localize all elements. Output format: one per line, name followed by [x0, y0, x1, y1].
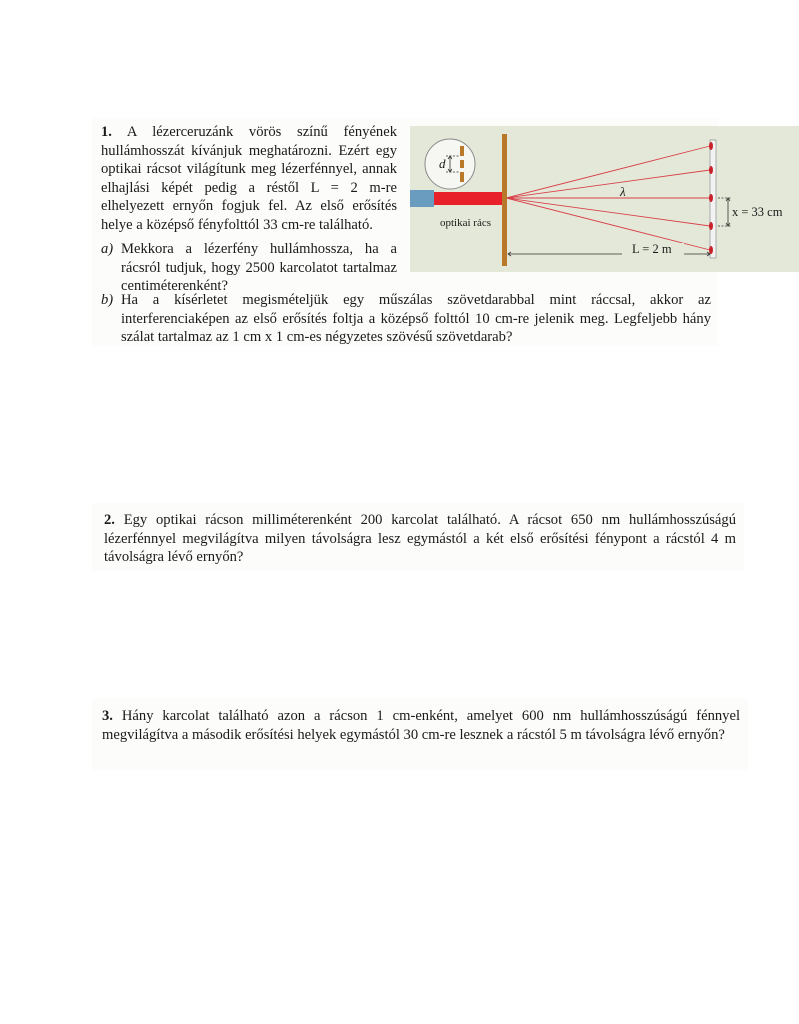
light-spot: [709, 246, 713, 254]
label-L: L = 2 m: [632, 242, 672, 256]
problem-1-intro-text: A lézerceruzánk vörös színű fényének hullámhosszát kívánjuk meghatározni. Ezért egy optikai rácsot világítunk meg lézerfénnyel, annak elhajlási képét pedig a réstől L = 2 m-re elhelyezett ernyőn fogjuk fel. Az első erősítés helye a középső fényfolttól 33 cm-re található.: [101, 124, 397, 233]
optical-grating: [502, 134, 507, 266]
problem-3: [92, 698, 748, 770]
label-lambda: λ: [620, 184, 626, 199]
light-spot: [709, 194, 713, 202]
problem-1-intro: [101, 123, 397, 235]
problem-1: [92, 118, 783, 346]
problem-2-number: 2.: [104, 512, 115, 528]
light-spot: [709, 222, 713, 230]
part-a-label: a): [101, 241, 114, 257]
label-optical-grating: optikai rács: [440, 217, 492, 229]
laser-pointer: [410, 190, 434, 207]
part-a-text: Mekkora a lézerfény hullámhossza, ha a rácsról tudjuk, hogy 2500 karcolatot tartalmaz centiméterenként?: [121, 241, 397, 295]
light-spot: [709, 166, 713, 174]
diffraction-figure: [410, 126, 799, 272]
light-spot: [709, 142, 713, 150]
problem-2: [92, 503, 744, 571]
grating-slit-bar: [460, 160, 464, 168]
part-b-label: b): [101, 292, 114, 308]
part-b-text: Ha a kísérletet megismételjük egy műszálas szövetdarabbal mint ráccsal, akkor az interferenciaképen az első erősítés foltja a középső folttól 10 cm-re jelenik meg. Legfeljebb hány szálat tartalmaz az 1 cm x 1 cm-es négyzetes szövésű szövetdarab?: [121, 292, 711, 346]
problem-3-text: [102, 707, 740, 744]
laser-beam: [434, 192, 504, 205]
diffraction-diagram: [410, 126, 799, 272]
grating-slit-bar: [460, 146, 464, 156]
problem-3-body: Hány karcolat található azon a rácson 1 cm-enként, amelyet 600 nm hullámhosszúságú fénnyel megvilágítva a második erősítési helyek egymástól 30 cm-re lesznek a rácstól 5 m távolságra lévő ernyőn?: [102, 708, 740, 743]
label-d: d: [439, 156, 446, 171]
grating-slit-bar: [460, 172, 464, 182]
problem-3-number: 3.: [102, 708, 113, 724]
problem-1-part-b: [101, 291, 711, 347]
label-x: x = 33 cm: [732, 205, 783, 219]
problem-2-body: Egy optikai rácson milliméterenként 200 karcolat található. A rácsot 650 nm hullámhosszúságú lézerfénnyel megvilágítva milyen távolságra lesz egymástól a két első erősítési fénypont a rácstól 4 m távolságra lévő ernyőn?: [104, 512, 736, 566]
problem-1-part-a: [101, 240, 397, 296]
problem-1-number: 1.: [101, 124, 112, 140]
problem-2-text: [104, 511, 736, 567]
